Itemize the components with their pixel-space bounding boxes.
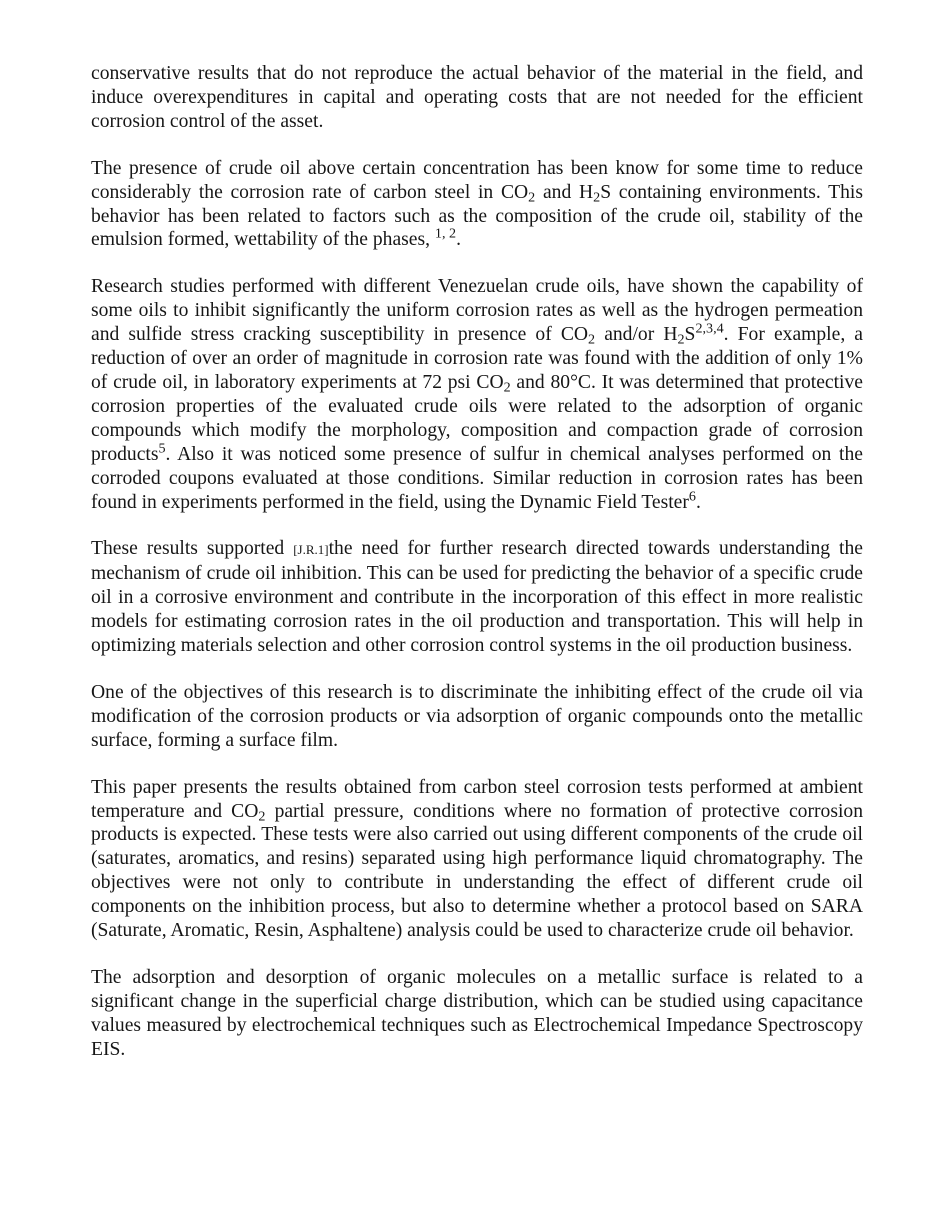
- paragraph-2-text-d: .: [456, 229, 461, 251]
- paragraph-3-text-b: and/or H: [595, 324, 678, 346]
- citation-ref: 2,3,4: [695, 320, 724, 337]
- paragraph-4-text-b: the need for further research directed towards understanding the mechanism of crude oil inhibition. This can be used for predicting the behavior of a specific crude oil in a corrosive environment and contribute in the incorporation of this effect in more realistic models for estimating corrosion rates in the oil production and transportation. This will help in optimizing materials selection and other corrosion control systems in the oil production business.: [91, 538, 863, 657]
- paragraph-6: [91, 776, 863, 943]
- paragraph-3: [91, 275, 863, 514]
- subscript-2: 2: [593, 189, 601, 206]
- subscript-2: 2: [503, 379, 511, 396]
- paragraph-4-text-a: These results supported: [91, 538, 294, 560]
- paragraph-7-text: The adsorption and desorption of organic molecules on a metallic surface is related to a significant change in the superficial charge distribution, which can be studied using capacitance values measured by electrochemical techniques such as Electrochemical Impedance Spectroscopy EIS.: [91, 967, 863, 1060]
- subscript-2: 2: [258, 808, 266, 825]
- paragraph-3-text-g: .: [695, 491, 701, 513]
- document-page: [91, 62, 863, 1085]
- paragraph-7: [91, 966, 863, 1062]
- paragraph-5: [91, 681, 863, 753]
- paragraph-3-text-e: and 80°C. It was determined that protective corrosion properties of the evaluated crude oils were related to the adsorption of organic compounds which modify the morphology, composition and compaction grade of corrosion products: [91, 371, 863, 465]
- paragraph-5-text: One of the objectives of this research is to discriminate the inhibiting effect of the crude oil via modification of the corrosion products or via adsorption of organic compounds onto the metallic surface, forming a surface film.: [91, 681, 863, 751]
- citation-ref: 5: [158, 439, 166, 456]
- subscript-2: 2: [588, 331, 596, 348]
- paragraph-6-text-a: This paper presents the results obtained from carbon steel corrosion tests performed at ambient temperature and CO: [91, 776, 863, 822]
- paragraph-3-text-a: Research studies performed with different Venezuelan crude oils, have shown the capability of some oils to inhibit significantly the uniform corrosion rates as well as the hydrogen permeation and sulfide stress cracking susceptibility in presence of CO: [91, 276, 863, 346]
- citation-ref: 6: [688, 487, 696, 504]
- paragraph-2-text-a: The presence of crude oil above certain concentration has been know for some time to reduce considerably the corrosion rate of carbon steel in CO: [91, 157, 863, 203]
- paragraph-2: [91, 157, 863, 253]
- citation-ref: 1, 2: [434, 225, 457, 242]
- paragraph-4: [91, 537, 863, 658]
- paragraph-3-text-c: S: [684, 324, 696, 346]
- subscript-2: 2: [677, 331, 685, 348]
- paragraph-3-text-d: . For example, a reduction of over an order of magnitude in corrosion rate was found with the addition of only 1% of crude oil, in laboratory experiments at 72 psi CO: [91, 324, 863, 393]
- paragraph-1: [91, 62, 863, 134]
- paragraph-6-text-b: partial pressure, conditions where no formation of protective corrosion products is expected. These tests were also carried out using different components of the crude oil (saturates, aromatics, and resins) separated using high performance liquid chromatography. The objectives were not only to contribute in understanding the effect of different crude oil components on the inhibition process, but also to determine whether a protocol based on SARA (Saturate, Aromatic, Resin, Asphaltene) analysis could be used to characterize crude oil behavior.: [91, 800, 863, 942]
- comment-marker[interactable]: [J.R.1]: [293, 542, 329, 558]
- paragraph-3-text-f: . Also it was noticed some presence of sulfur in chemical analyses performed on the corroded coupons evaluated at those conditions. Similar reduction in corrosion rates has been found in experiments performed in the field, using the Dynamic Field Tester: [91, 443, 863, 513]
- paragraph-1-text: conservative results that do not reproduce the actual behavior of the material in the field, and induce overexpenditures in capital and operating costs that are not needed for the efficient corrosion control of the asset.: [91, 63, 863, 132]
- paragraph-2-text-c: S containing environments. This behavior has been related to factors such as the composition of the crude oil, stability of the emulsion formed, wettability of the phases,: [91, 181, 863, 251]
- paragraph-2-text-b: and H: [535, 181, 594, 203]
- subscript-2: 2: [528, 189, 536, 206]
